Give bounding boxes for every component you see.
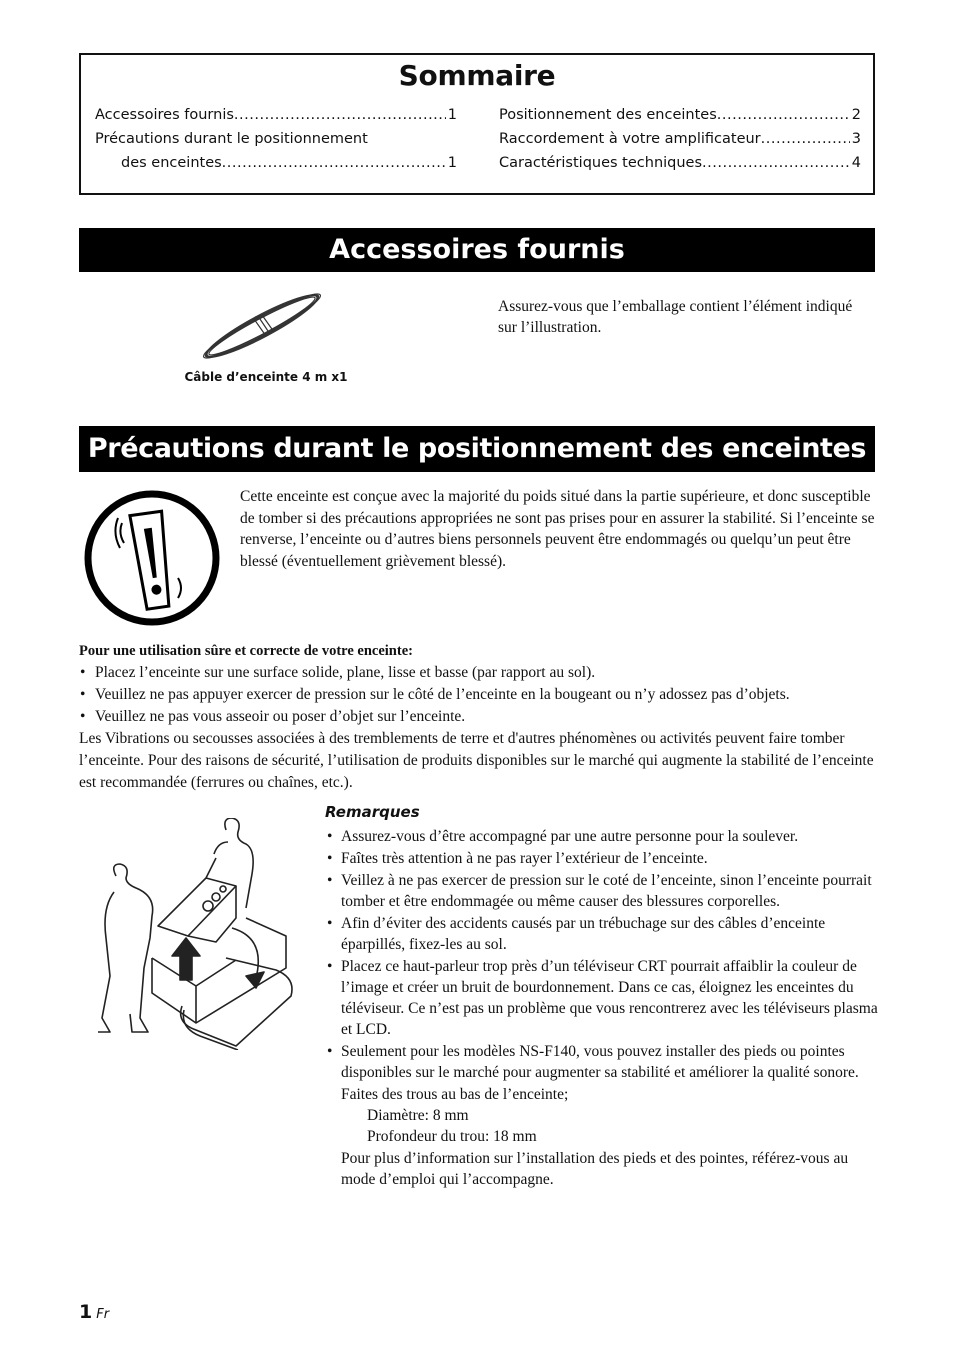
toc-entry[interactable] — [499, 103, 861, 127]
list-item: • Veuillez ne pas appuyer exercer de pression sur le côté de l’enceinte en la bougeant ou n’y adossez pas d’objets. — [79, 684, 879, 706]
toc-leader-dots — [234, 103, 446, 127]
toc-leader-dots — [222, 151, 446, 175]
toc-entry-label: Raccordement à votre amplificateur — [499, 131, 761, 147]
remarks-title: Remarques — [325, 803, 420, 821]
toc-right-column — [499, 103, 861, 175]
list-item: • Assurez-vous d’être accompagné par une autre personne pour la soulever. — [325, 826, 880, 847]
toc-leader-dots — [761, 127, 850, 151]
toc-entry[interactable] — [499, 151, 861, 175]
toc-entry-label: Caractéristiques techniques — [499, 155, 703, 171]
toc-leader-dots — [702, 151, 850, 175]
safe-use-heading: Pour une utilisation sûre et correcte de votre enceinte: — [79, 643, 413, 659]
two-person-lift-illustration — [96, 818, 302, 1050]
page-footer — [79, 1301, 109, 1323]
section-heading-precautions: Précautions durant le positionnement des enceintes — [79, 426, 875, 472]
toc-entry-page: 1 — [447, 155, 457, 171]
list-item: • Placez l’enceinte sur une surface solide, plane, lisse et basse (par rapport au sol). — [79, 662, 879, 684]
hole-diameter: Diamètre: 8 mm — [367, 1107, 469, 1124]
list-item: • Faîtes très attention à ne pas rayer l’extérieur de l’enceinte. — [325, 848, 880, 869]
page-number: 1 — [79, 1301, 93, 1323]
list-item: • Seulement pour les modèles NS-F140, vous pouvez installer des pieds ou pointes disponibles sur le marché pour augmenter sa stabilité et améliorer la qualité sonore. — [325, 1041, 880, 1083]
list-item: • Placez ce haut-parleur trop près d’un téléviseur CRT pourrait affaiblir la couleur de l’image et créer un bruit de bourdonnement. Dans ce cas, éloignez les enceintes du téléviseur. Ce n’est pas un problème que vous rencontrerez avec les téléviseurs plasma et LCD. — [325, 956, 880, 1040]
toc-entry[interactable] — [95, 127, 457, 151]
more-info-text: Pour plus d’information sur l’installation des pieds et des pointes, référez-vous au mode d’emploi qui l’accompagne. — [341, 1150, 849, 1188]
remarks-block — [325, 802, 880, 1190]
language-code: Fr — [96, 1307, 110, 1322]
tipping-warning-icon — [82, 488, 222, 628]
safe-use-block — [79, 640, 879, 794]
list-item: • Veillez à ne pas exercer de pression sur le coté de l’enceinte, sinon l’enceinte pourrait tomber et être endommagée ou même causer des blessures corporelles. — [325, 870, 880, 912]
warning-text: Cette enceinte est conçue avec la majorité du poids situé dans la partie supérieure, et donc susceptible de tomber si des précautions appropriées ne sont pas prises pour en assurer la stabilité. Si l’enceinte se renverse, l’enceinte ou d’autres biens personnels peuvent être endommagés ou quelqu’un peut être blessé (éventuellement grièvement blessé). — [240, 488, 875, 570]
list-item: • Afin d’éviter des accidents causés par un trébuchage sur des câbles d’enceinte éparpillés, fixez-les au sol. — [325, 913, 880, 955]
toc-entry-label: des enceintes — [121, 155, 222, 171]
toc-entry-label: Précautions durant le positionnement — [95, 131, 368, 147]
toc-entry-label: Positionnement des enceintes — [499, 107, 717, 123]
toc-entry-page: 2 — [851, 107, 861, 123]
toc-entry[interactable] — [499, 127, 861, 151]
section-heading-accessories: Accessoires fournis — [79, 228, 875, 272]
toc-title: Sommaire — [398, 59, 556, 92]
accessories-text: Assurez-vous que l’emballage contient l’élément indiqué sur l’illustration. — [498, 298, 853, 336]
toc-leader-dots — [717, 103, 850, 127]
toc-entry-page: 1 — [447, 107, 457, 123]
holes-intro: Faites des trous au bas de l’enceinte; — [341, 1086, 569, 1103]
toc-entry-page: 3 — [851, 131, 861, 147]
safe-use-list — [79, 662, 879, 728]
speaker-cable-illustration — [196, 286, 332, 366]
cable-caption: Câble d’enceinte 4 m x1 — [184, 370, 348, 384]
toc-entry-label: Accessoires fournis — [95, 107, 234, 123]
toc-entry-page: 4 — [851, 155, 861, 171]
vibration-paragraph: Les Vibrations ou secousses associées à des tremblements de terre et d'autres phénomènes ou activités peuvent faire tomber l’enceinte. Pour des raisons de sécurité, l’utilisation de produits disponibles sur le marché qui augmente la stabilité de l’enceinte est recommandée (ferrures ou chaînes, etc.). — [79, 730, 874, 791]
toc-left-column — [95, 103, 457, 175]
hole-depth: Profondeur du trou: 18 mm — [367, 1128, 537, 1145]
toc-entry-continuation[interactable] — [95, 151, 457, 175]
list-item: • Veuillez ne pas vous asseoir ou poser d’objet sur l’enceinte. — [79, 706, 879, 728]
table-of-contents — [79, 53, 875, 195]
remarks-list — [325, 826, 880, 1083]
toc-entry[interactable] — [95, 103, 457, 127]
